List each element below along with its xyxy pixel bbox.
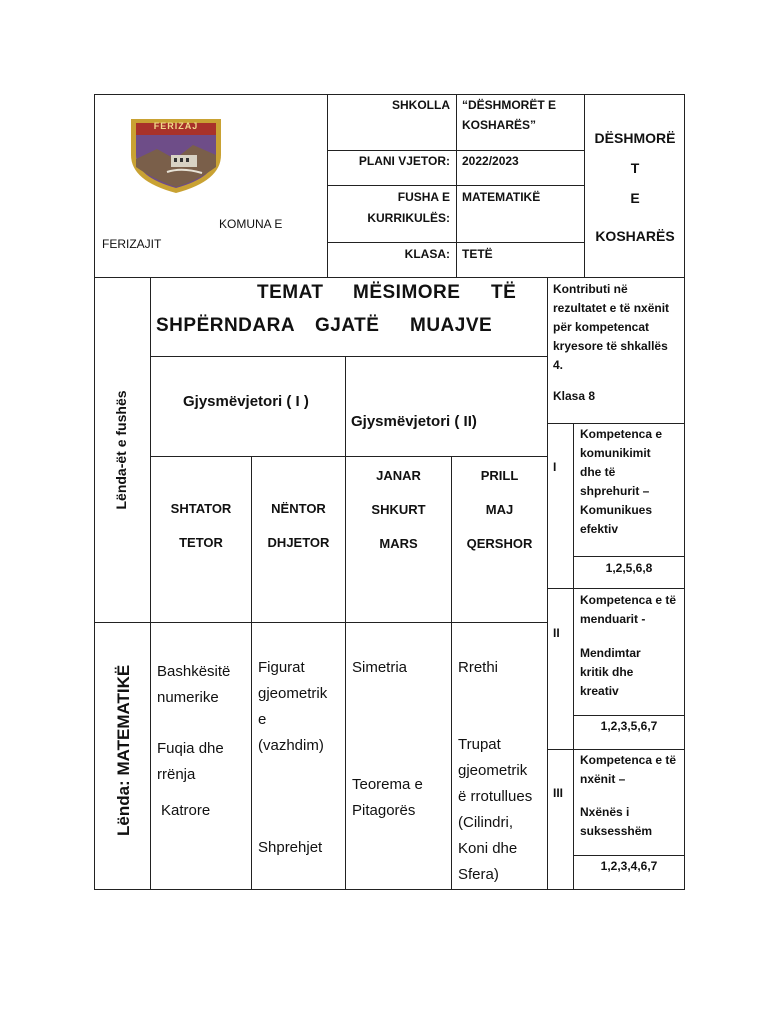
- title-word: TEMAT: [257, 282, 324, 303]
- month: SHTATOR: [170, 501, 232, 516]
- side-label-subjects: Lënda-ët e fushës: [113, 390, 129, 510]
- topic-line: gjeometrik: [258, 685, 328, 702]
- topic-line: Simetria: [352, 659, 408, 676]
- month: MAJ: [485, 502, 514, 517]
- competence-line: shprehurit –: [580, 484, 650, 498]
- competence-line: Komunikues: [580, 503, 653, 517]
- contribution-line: rezultatet e të nxënit: [553, 301, 670, 315]
- competence-roman-2: II: [553, 626, 560, 640]
- month: NËNTOR: [271, 501, 326, 516]
- divider: [456, 94, 457, 278]
- divider: [547, 749, 685, 750]
- competence-line: kreativ: [580, 684, 619, 698]
- plan-label: PLANI VJETOR:: [358, 154, 450, 168]
- competence-2: [580, 591, 684, 701]
- competence-roman-3: III: [553, 786, 564, 800]
- competence-line: nxënit –: [580, 772, 626, 786]
- school-name-line2: T: [630, 160, 640, 176]
- months-col4: [452, 459, 547, 561]
- semester-1: Gjysmëvjetori ( I ): [183, 393, 309, 410]
- topics-col1: [157, 659, 230, 824]
- title-word: GJATË: [315, 315, 380, 336]
- divider: [150, 456, 548, 457]
- field-label-line2: KURRIKULËS:: [367, 211, 450, 225]
- border-right: [684, 94, 685, 890]
- title-word: MUAJVE: [410, 315, 493, 336]
- divider: [547, 423, 685, 424]
- month: SHKURT: [371, 502, 426, 517]
- field-value: MATEMATIKË: [462, 190, 541, 204]
- border-top: [94, 94, 685, 95]
- topic-line: Figurat: [258, 659, 305, 676]
- month: QERSHOR: [466, 536, 533, 551]
- competence-3-results: 1,2,3,4,6,7: [600, 859, 658, 873]
- months-col2: [252, 492, 345, 560]
- school-name-line3: E: [630, 190, 640, 206]
- competence-1-results: 1,2,5,6,8: [605, 561, 653, 575]
- divider: [584, 94, 585, 278]
- competence-3: [580, 751, 684, 841]
- month: DHJETOR: [267, 535, 330, 550]
- divider: [327, 185, 585, 186]
- competence-line: komunikimit: [580, 446, 651, 460]
- competence-line: Mendimtar: [580, 646, 641, 660]
- border-bottom: [94, 889, 685, 890]
- topic-line: Sfera): [458, 866, 499, 883]
- topic-line: Teorema e: [352, 776, 423, 793]
- contribution-line: kryesore të shkallës: [553, 339, 668, 353]
- competence-2-results: 1,2,3,5,6,7: [600, 719, 658, 733]
- divider: [573, 715, 685, 716]
- komuna-line1: KOMUNA E: [219, 217, 283, 231]
- topics-col3: [352, 655, 423, 824]
- topic-line: Bashkësitë: [157, 663, 231, 680]
- topic-line: e: [258, 711, 267, 728]
- topic-line: Koni dhe: [458, 840, 518, 857]
- divider: [150, 277, 151, 890]
- divider: [94, 277, 685, 278]
- topic-line: numerike: [157, 689, 219, 706]
- month: MARS: [379, 536, 418, 551]
- divider: [345, 356, 346, 890]
- title-word: SHPËRNDARA: [156, 315, 296, 336]
- school-value-line1: “DËSHMORËT E: [462, 98, 557, 112]
- months-col1: [151, 492, 251, 560]
- ferizaj-emblem: [127, 115, 225, 195]
- border-left: [94, 94, 95, 890]
- semester-2: Gjysmëvjetori ( II): [351, 413, 477, 430]
- title-word: MËSIMORE: [353, 282, 461, 303]
- contribution-line: Kontributi në: [553, 282, 628, 296]
- topic-line: Fuqia dhe: [157, 740, 224, 757]
- divider: [573, 556, 685, 557]
- komuna-line2: FERIZAJIT: [102, 237, 162, 251]
- competence-line: Kompetenca e të: [580, 593, 677, 607]
- competence-line: efektiv: [580, 522, 619, 536]
- field-label-line1: FUSHA E: [397, 190, 450, 204]
- contribution-line: për kompetencat: [553, 320, 650, 334]
- emblem-text: FERIZAJ: [153, 121, 199, 131]
- divider: [573, 855, 685, 856]
- divider: [150, 356, 548, 357]
- school-label: SHKOLLA: [392, 98, 450, 112]
- divider: [94, 622, 548, 623]
- topic-line: (vazhdim): [258, 737, 324, 754]
- topic-line: (Cilindri,: [458, 814, 514, 831]
- school-name-block: [586, 130, 684, 266]
- topic-line: Katrore: [161, 802, 211, 819]
- month: TETOR: [179, 535, 223, 550]
- competence-roman-1: I: [553, 460, 557, 474]
- school-value-line2: KOSHARËS”: [462, 118, 537, 132]
- topic-line: Trupat: [458, 736, 501, 753]
- competence-1: [580, 425, 684, 539]
- competence-line: kritik dhe: [580, 665, 634, 679]
- competence-line: dhe të: [580, 465, 616, 479]
- topic-line: Shprehjet: [258, 839, 323, 856]
- competence-line: Nxënës i: [580, 805, 630, 819]
- topic-line: ë rrotullues: [458, 788, 533, 805]
- topic-line: rrënja: [157, 766, 196, 783]
- class-value: TETË: [462, 247, 493, 261]
- contribution-heading: [553, 280, 683, 406]
- divider: [547, 277, 548, 890]
- divider: [327, 242, 585, 243]
- competence-line: menduarit -: [580, 612, 646, 626]
- competence-line: Kompetenca e të: [580, 753, 677, 767]
- months-col3: [346, 459, 451, 561]
- topics-col2: [258, 655, 327, 861]
- competence-line: suksesshëm: [580, 824, 653, 838]
- divider: [547, 588, 685, 589]
- topic-line: Rrethi: [458, 659, 499, 676]
- class-8-label: Klasa 8: [553, 389, 596, 403]
- topic-line: gjeometrik: [458, 762, 528, 779]
- school-name-line4: KOSHARËS: [595, 228, 675, 244]
- competence-line: Kompetenca e: [580, 427, 663, 441]
- title-word: TË: [491, 282, 517, 303]
- topic-line: Pitagorës: [352, 802, 416, 819]
- month: PRILL: [480, 468, 519, 483]
- class-label: KLASA:: [404, 247, 450, 261]
- divider: [573, 423, 574, 890]
- month: JANAR: [376, 468, 421, 483]
- divider: [327, 150, 585, 151]
- side-label-mathematics: Lënda: MATEMATIKË: [114, 664, 133, 836]
- plan-value: 2022/2023: [462, 154, 519, 168]
- contribution-line: 4.: [553, 358, 564, 372]
- divider: [327, 94, 328, 278]
- topics-col4: [458, 655, 532, 888]
- school-name-line1: DËSHMORË: [594, 130, 676, 146]
